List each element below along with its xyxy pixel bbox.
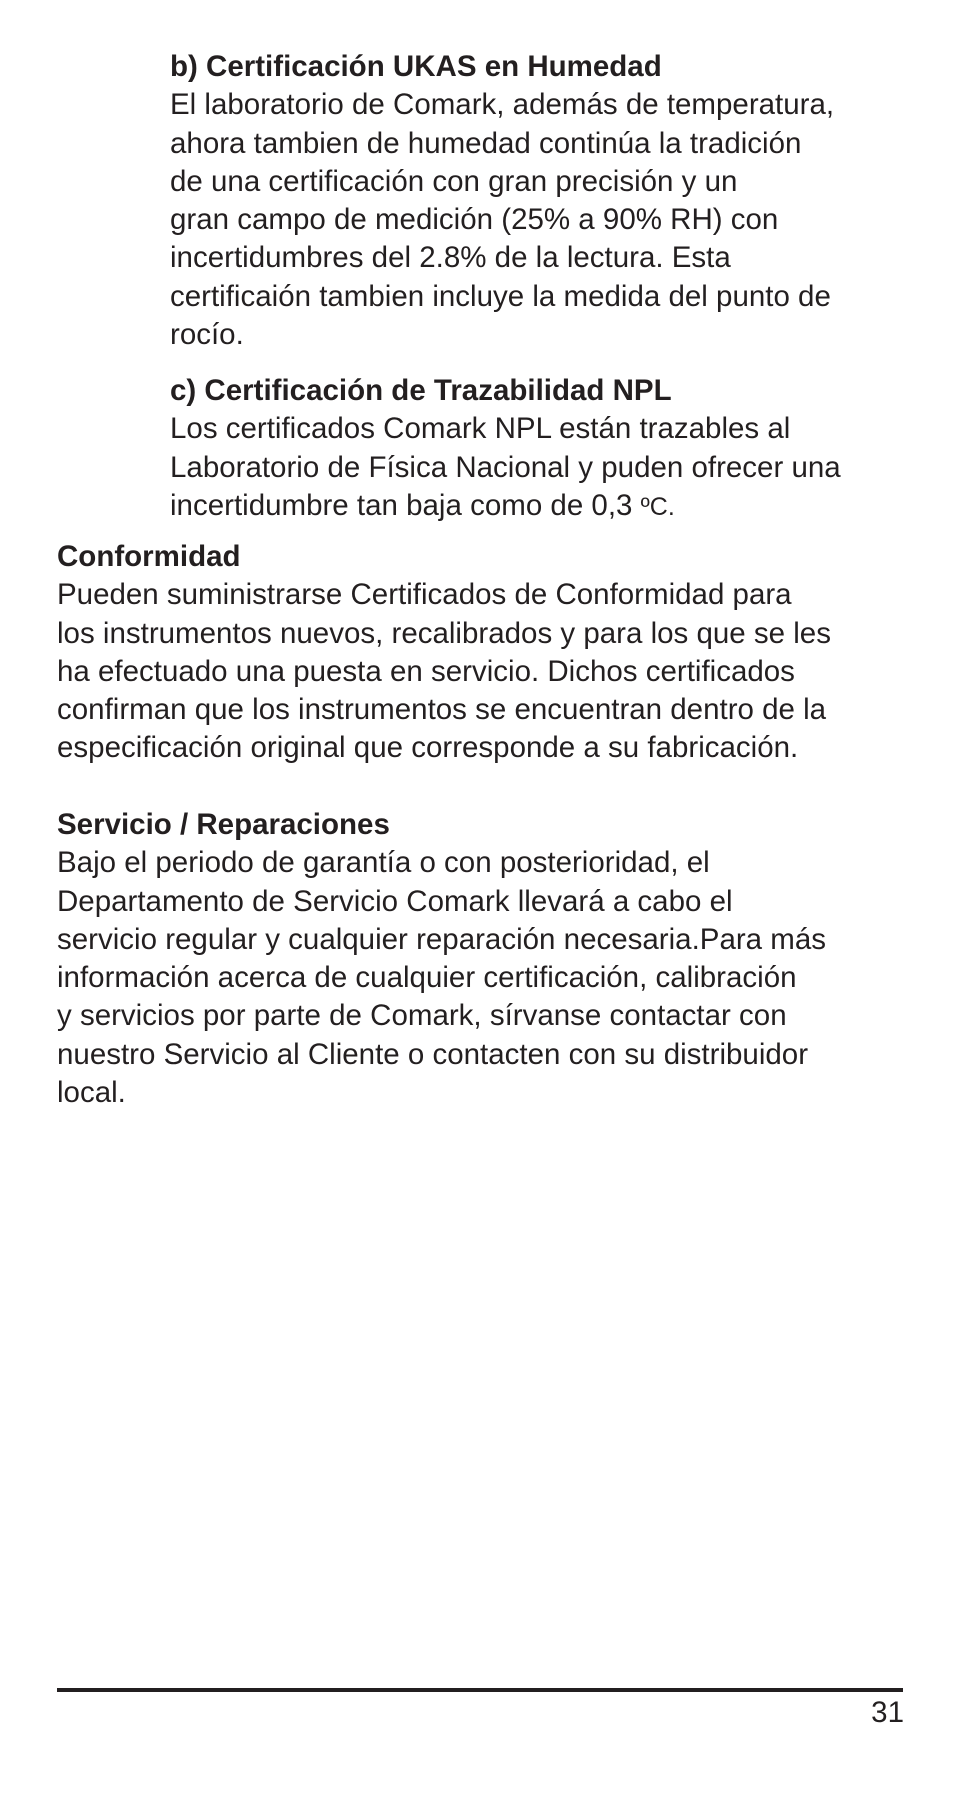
paragraph-line: Departamento de Servicio Comark llevará a cabo el	[57, 884, 733, 918]
paragraph-line: y servicios por parte de Comark, sírvanse contactar con	[57, 999, 787, 1033]
paragraph-line: confirman que los instrumentos se encuentran dentro de la	[57, 693, 827, 727]
paragraph-text: incertidumbre tan baja como de 0,3	[170, 488, 641, 522]
paragraph-line: especificación original que corresponde a su fabricación.	[57, 731, 799, 765]
section-heading: c) Certificación de Trazabilidad NPL	[170, 374, 672, 407]
paragraph-line: certificaión tambien incluye la medida del punto de	[170, 279, 831, 313]
paragraph-line: de una certificación con gran precisión y un	[170, 164, 738, 198]
paragraph-line: Laboratorio de Física Nacional y puden ofrecer una	[170, 450, 841, 484]
paragraph-line: gran campo de medición (25% a 90% RH) con	[170, 203, 779, 237]
section-ukas-humidity	[170, 48, 834, 354]
section-servicio-reparaciones	[57, 806, 826, 1112]
section-heading: b) Certificación UKAS en Humedad	[170, 50, 662, 83]
paragraph-line: información acerca de cualquier certificación, calibración	[57, 961, 797, 995]
paragraph-line: servicio regular y cualquier reparación necesaria.Para más	[57, 922, 827, 956]
paragraph-line: Los certificados Comark NPL están trazables al	[170, 412, 791, 446]
paragraph-line: nuestro Servicio al Cliente o contacten con su distribuidor	[57, 1037, 809, 1071]
paragraph-line: ha efectuado una puesta en servicio. Dichos certificados	[57, 654, 795, 688]
temperature-unit: ºC.	[640, 492, 675, 521]
paragraph-line: El laboratorio de Comark, además de temperatura,	[170, 88, 835, 122]
paragraph-line: ahora tambien de humedad continúa la tradición	[170, 126, 802, 160]
paragraph-line: los instrumentos nuevos, recalibrados y para los que se les	[57, 616, 831, 650]
paragraph-line: local.	[57, 1076, 126, 1110]
paragraph-line: incertidumbres del 2.8% de la lectura. Esta	[170, 241, 731, 275]
page-number: 31	[871, 1696, 904, 1729]
paragraph-line	[170, 487, 841, 526]
section-heading: Servicio / Reparaciones	[57, 808, 390, 841]
paragraph-line: Bajo el periodo de garantía o con posterioridad, el	[57, 846, 710, 880]
section-npl-traceability	[170, 372, 841, 526]
paragraph-line: Pueden suministrarse Certificados de Conformidad para	[57, 578, 792, 612]
section-heading: Conformidad	[57, 540, 241, 573]
footer-divider	[57, 1688, 903, 1692]
section-conformidad	[57, 538, 831, 768]
paragraph-line: rocío.	[170, 318, 244, 352]
